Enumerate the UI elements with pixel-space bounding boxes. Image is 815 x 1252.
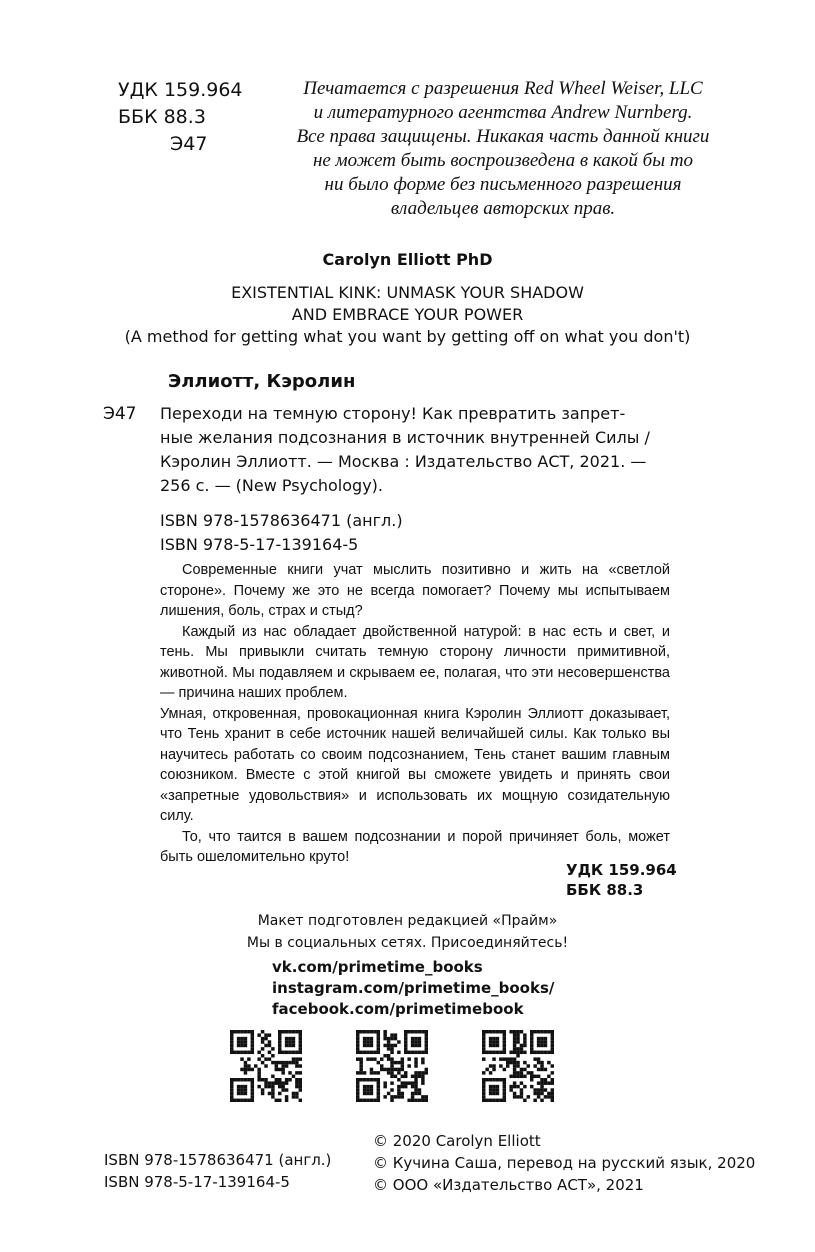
description-line: Кэролин Эллиотт. — Москва : Издательство АСТ, 2021. —: [160, 452, 647, 471]
permission-line: не может быть воспроизведена в какой бы то: [312, 150, 694, 171]
qr-code-icon[interactable]: [230, 1030, 302, 1102]
isbn-line: ISBN 978-1578636471 (англ.): [104, 1151, 332, 1169]
isbn-line: ISBN 978-5-17-139164-5: [160, 535, 359, 554]
permission-line: ни было форме без письменного разрешения: [324, 174, 682, 195]
classification-block-top: [118, 77, 243, 158]
publisher-info: [0, 910, 815, 954]
instagram-link[interactable]: instagram.com/primetime_books/: [272, 979, 555, 997]
permission-notice: [268, 77, 738, 221]
social-links: [272, 957, 554, 1020]
author-mark: Э47: [170, 133, 208, 155]
isbn-line: ISBN 978-5-17-139164-5: [104, 1173, 290, 1191]
facebook-link[interactable]: facebook.com/primetimebook: [272, 1000, 524, 1018]
abstract-paragraph: Каждый из нас обладает двойственной натурой: в нас есть и свет, и тень. Мы привыкли считать темную сторону личности примитивной, животной. Мы подавляем и скрываем ее, полагая, что эти несовершенства — причина наших проблем.: [160, 623, 670, 701]
bibliographic-description: [160, 402, 670, 498]
description-line: 256 с. — (New Psychology).: [160, 476, 383, 495]
abstract-paragraph: Умная, откровенная, провокационная книга Кэролин Эллиотт доказывает, что Тень хранит в себе источник нашей величайшей силы. Как только вы научитесь работать со своим подсознанием, Тень станет вашим главным союзником. Вместе с этой книгой вы сможете увидеть и принять свои «запретные удовольствия» и использовать их мощную созидательную силу.: [160, 705, 670, 824]
description-line: Переходи на темную сторону! Как превратить запрет-: [160, 404, 626, 423]
original-author: Carolyn Elliott PhD: [322, 250, 493, 269]
copyright-line: © ООО «Издательство АСТ», 2021: [373, 1176, 644, 1194]
copyright-line: © 2020 Carolyn Elliott: [373, 1132, 541, 1150]
permission-line: Печатается с разрешения Red Wheel Weiser, LLC: [303, 78, 703, 99]
record-author: Эллиотт, Кэролин: [168, 371, 356, 392]
abstract-paragraph: Современные книги учат мыслить позитивно и жить на «светлой стороне». Почему же это не всегда помогает? Почему мы испытываем лишения, боль, страх и стыд?: [160, 562, 670, 619]
original-title-line: (A method for getting what you want by getting off on what you don't): [124, 327, 691, 346]
copyright-block: [373, 1130, 755, 1196]
original-title: [60, 282, 755, 348]
vk-link[interactable]: vk.com/primetime_books: [272, 958, 483, 976]
qr-code-icon[interactable]: [482, 1030, 554, 1102]
udk-code: УДК 159.964: [118, 79, 243, 101]
qr-code-icon[interactable]: [356, 1030, 428, 1102]
bbk-code: ББК 88.3: [118, 106, 206, 128]
social-invite: Мы в социальных сетях. Присоединяйтесь!: [246, 935, 569, 951]
copyright-line: © Кучина Саша, перевод на русский язык, 2020: [373, 1154, 756, 1172]
footer-isbn-list: [104, 1149, 331, 1193]
abstract: [160, 560, 670, 868]
original-title-line: AND EMBRACE YOUR POWER: [291, 305, 524, 324]
udk-code: УДК 159.964: [566, 861, 677, 879]
isbn-line: ISBN 978-1578636471 (англ.): [160, 511, 403, 530]
permission-line: Все права защищены. Никакая часть данной книги: [296, 126, 710, 147]
permission-line: и литературного агентства Andrew Nurnberg.: [313, 102, 693, 123]
abstract-paragraph: То, что таится в вашем подсознании и порой причиняет боль, может быть ошеломительно круто!: [160, 828, 670, 865]
bbk-code: ББК 88.3: [566, 881, 644, 899]
original-title-line: EXISTENTIAL KINK: UNMASK YOUR SHADOW: [231, 283, 584, 302]
record-code: Э47: [103, 404, 137, 424]
description-line: ные желания подсознания в источник внутренней Силы /: [160, 428, 650, 447]
record-isbn-list: [160, 509, 403, 557]
classification-block-bottom: [566, 860, 677, 900]
permission-line: владельцев авторских прав.: [390, 198, 616, 219]
layout-credit: Макет подготовлен редакцией «Прайм»: [257, 913, 558, 929]
